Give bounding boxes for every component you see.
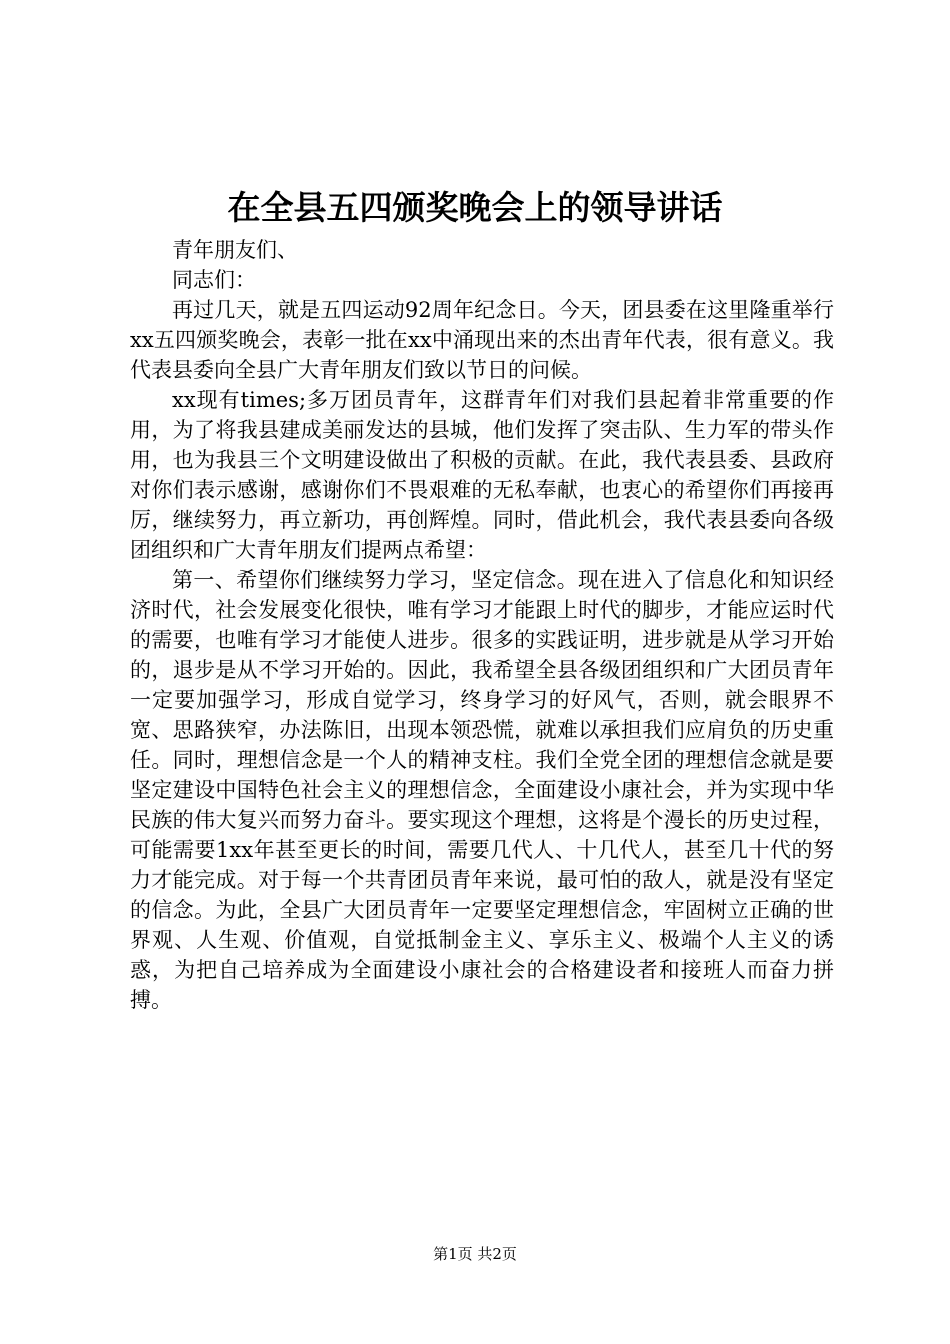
paragraph-thanks: xx现有times;多万团员青年，这群青年们对我们县起着非常重要的作用，为了将我县建成美丽发达的县城，他们发挥了突击队、生力军的带头作用，也为我县三个文明建设做出了积极的贡献。在此，我代表县委、县政府对你们表示感谢，感谢你们不畏艰难的无私奉献，也衷心的希望你们再接再厉，继续努力，再立新功，再创辉煌。同时，借此机会，我代表县委向各级团组织和广大青年朋友们提两点希望： [130, 388, 834, 562]
salutation-line-1: 青年朋友们、 [172, 238, 298, 262]
page-footer: 第1页 共2页 [433, 1245, 517, 1263]
salutation-line-2: 同志们： [172, 268, 256, 292]
paragraph-hope-one: 第一、希望你们继续努力学习，坚定信念。现在进入了信息化和知识经济时代，社会发展变化很快，唯有学习才能跟上时代的脚步，才能应运时代的需要，也唯有学习才能使人进步。很多的实践证明，进步就是从学习开始的，退步是从不学习开始的。因此，我希望全县各级团组织和广大团员青年一定要加强学习，形成自觉学习，终身学习的好风气，否则，就会眼界不宽、思路狭窄，办法陈旧，出现本领恐慌，就难以承担我们应肩负的历史重任。同时，理想信念是一个人的精神支柱。我们全党全团的理想信念就是要坚定建设中国特色社会主义的理想信念，全面建设小康社会，并为实现中华民族的伟大复兴而努力奋斗。要实现这个理想，这将是个漫长的历史过程，可能需要1xx年甚至更长的时间，需要几代人、十几代人，甚至几十代的努力才能完成。对于每一个共青团员青年来说，最可怕的敌人，就是没有坚定的信念。为此，全县广大团员青年一定要坚定理想信念，牢固树立正确的世界观、人生观、价值观，自觉抵制金主义、享乐主义、极端个人主义的诱惑，为把自己培养成为全面建设小康社会的合格建设者和接班人而奋力拼搏。 [130, 568, 834, 1012]
paragraph-intro: 再过几天，就是五四运动92周年纪念日。今天，团县委在这里隆重举行xx五四颁奖晚会，表彰一批在xx中涌现出来的杰出青年代表，很有意义。我代表县委向全县广大青年朋友们致以节日的问候。 [130, 298, 834, 382]
document-body [130, 235, 834, 1015]
document-title: 在全县五四颁奖晚会上的领导讲话 [227, 188, 723, 227]
